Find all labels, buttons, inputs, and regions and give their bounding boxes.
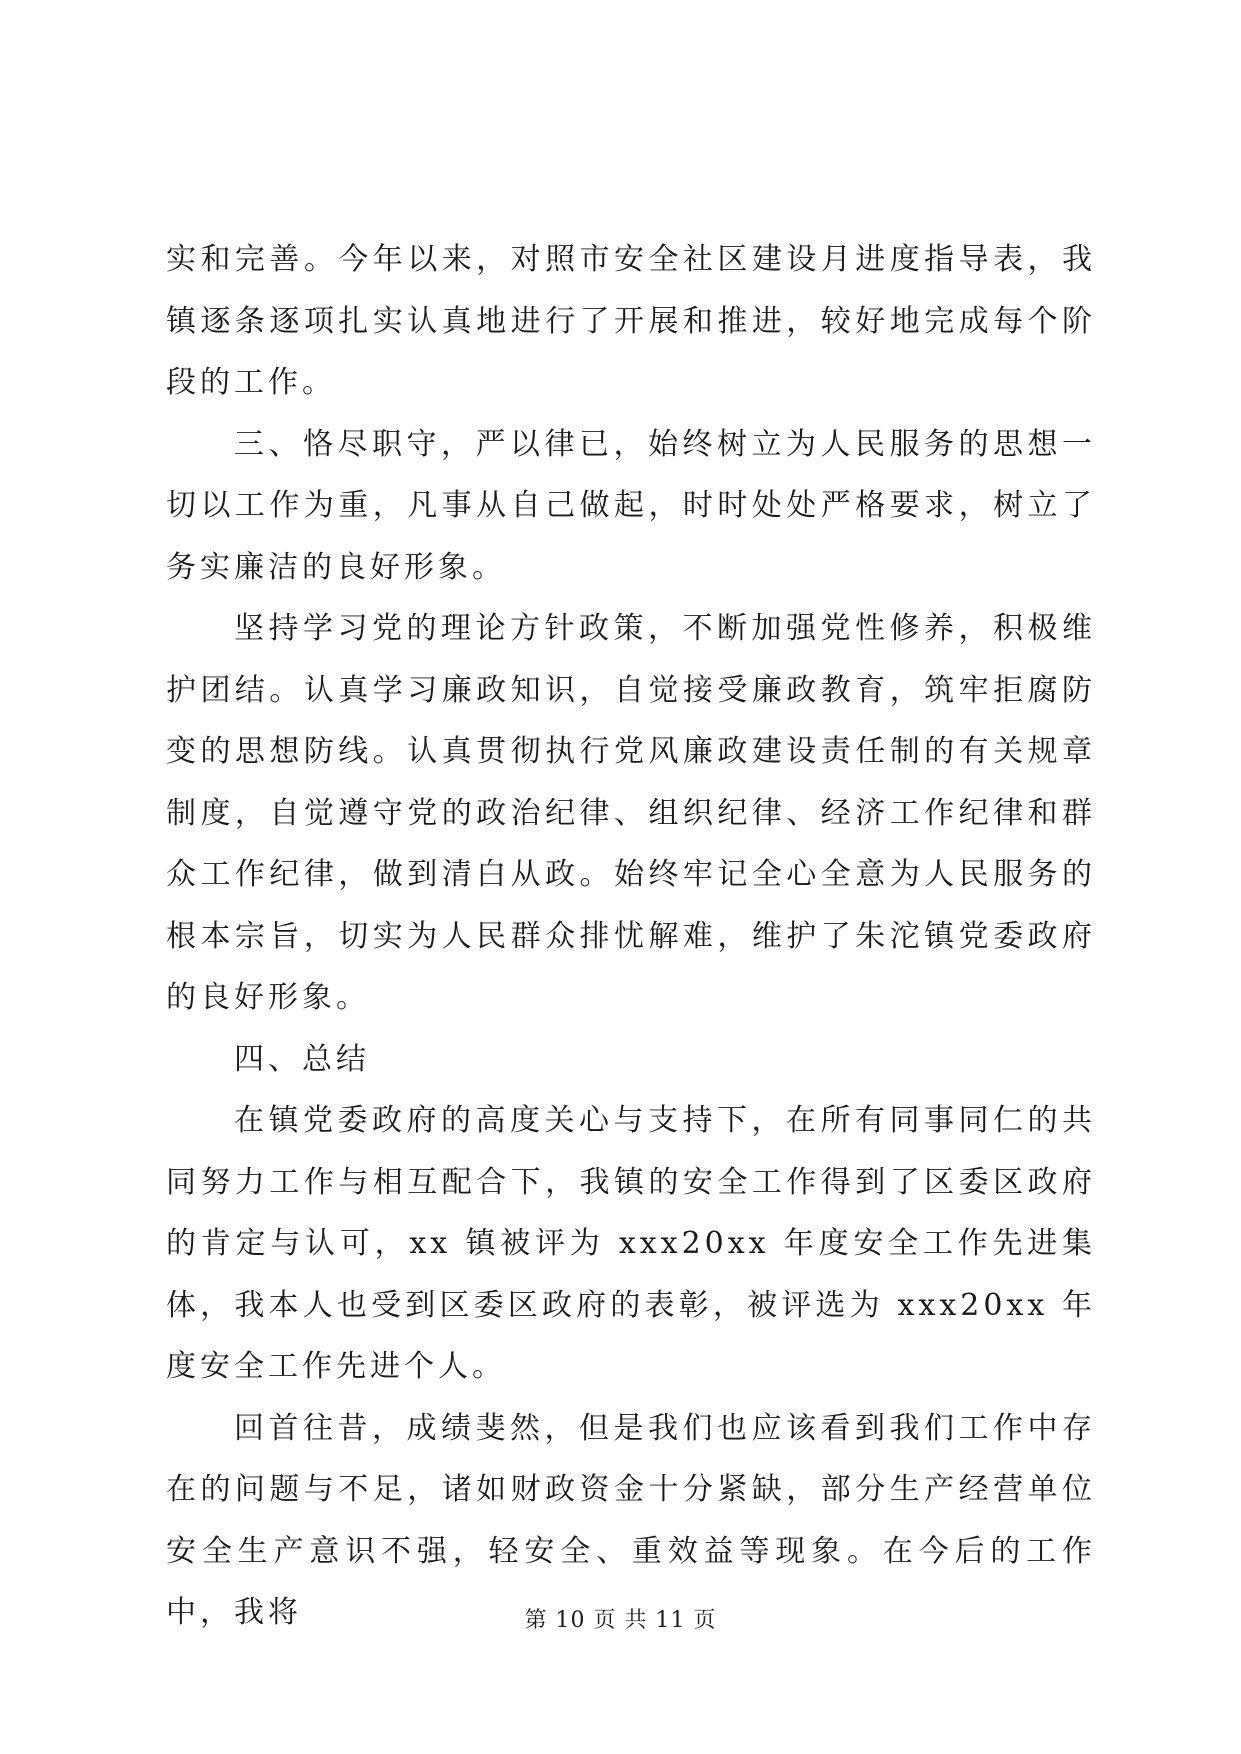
- paragraph-5: 回首往昔，成绩斐然，但是我们也应该看到我们工作中存在的问题与不足，诸如财政资金十分紧缺，部分生产经营单位安全生产意识不强，轻安全、重效益等现象。在今后的工作中，我将: [166, 1410, 1096, 1630]
- paragraph-4: 在镇党委政府的高度关心与支持下，在所有同事同仁的共同努力工作与相互配合下，我镇的安全工作得到了区委区政府的肯定与认可，xx 镇被评为 xxx20xx 年度安全工作先进集体，我本人也受到区委区政府的表彰，被评选为 xxx20xx 年度安全工作先进个人。: [166, 1103, 1096, 1384]
- document-body: [166, 229, 1096, 1644]
- paragraph-1: 实和完善。今年以来，对照市安全社区建设月进度指导表，我镇逐条逐项扎实认真地进行了开展和推进，较好地完成每个阶段的工作。: [166, 242, 1096, 400]
- page-number-footer: 第 10 页 共 11 页: [524, 1608, 717, 1633]
- paragraph-2: 三、恪尽职守，严以律已，始终树立为人民服务的思想一切以工作为重，凡事从自己做起，时时处处严格要求，树立了务实廉洁的良好形象。: [166, 426, 1096, 585]
- section-heading-summary: 四、总结: [234, 1041, 370, 1077]
- paragraph-3: 坚持学习党的理论方针政策，不断加强党性修养，积极维护团结。认真学习廉政知识，自觉接受廉政教育，筑牢拒腐防变的思想防线。认真贯彻执行党风廉政建设责任制的有关规章制度，自觉遵守党的政治纪律、组织纪律、经济工作纪律和群众工作纪律，做到清白从政。始终牢记全心全意为人民服务的根本宗旨，切实为人民群众排忧解难，维护了朱沱镇党委政府的良好形象。: [166, 611, 1096, 1015]
